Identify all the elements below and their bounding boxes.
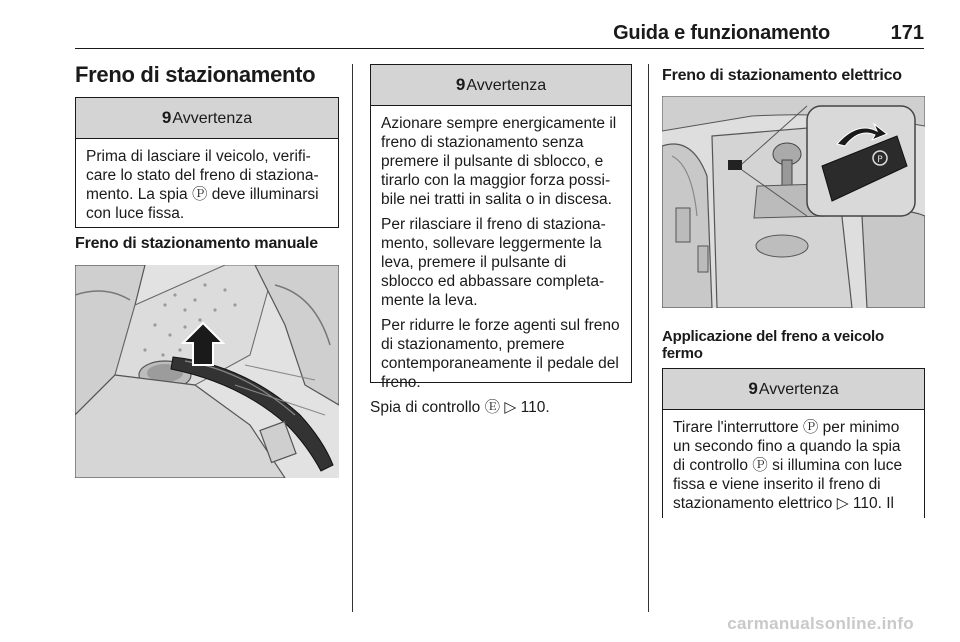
page-number: 171 bbox=[890, 22, 924, 44]
manual-handbrake-illustration bbox=[75, 265, 339, 478]
header-rule bbox=[75, 48, 924, 49]
column-divider-2 bbox=[648, 64, 649, 612]
section-title: Freno di stazionamento bbox=[75, 62, 316, 87]
warning-box-3 bbox=[662, 368, 925, 518]
warning-label: Avvertenza bbox=[466, 77, 547, 94]
subheading-electric-brake: Freno di stazionamento elettrico bbox=[662, 67, 902, 84]
electric-parking-brake-illustration bbox=[662, 96, 925, 308]
warning-paragraph: Tirare l'interruttore Ⓟ per minimo un secondo fino a quando la spia di controllo Ⓟ si illumina con luce fissa e viene inserito il freno di stazionamento elettrico ▷ 110. Il bbox=[673, 419, 903, 512]
warning-text bbox=[76, 139, 338, 223]
warning-box-1 bbox=[75, 97, 339, 228]
warning-header bbox=[663, 369, 924, 410]
warning-icon: 9 bbox=[748, 379, 758, 398]
warning-paragraph: Azionare sempre energicamente il freno di stazionamento senza premere il pulsante di sblocco, e tirarlo con la maggior forza possi-bile nei tratti in salita o in discesa. bbox=[381, 115, 617, 208]
warning-header bbox=[371, 65, 631, 106]
warning-text bbox=[371, 106, 631, 392]
warning-icon: 9 bbox=[161, 108, 172, 127]
illustration-caption: Applicazione del freno a veicolo fermo bbox=[662, 328, 884, 362]
warning-box-2 bbox=[370, 64, 632, 391]
warning-paragraph: Per ridurre le forze agenti sul freno di stazionamento, premere contemporaneamente il pedale del freno. bbox=[381, 317, 620, 391]
warning-text bbox=[663, 410, 924, 513]
watermark: carmanualsonline.info bbox=[727, 614, 914, 633]
warning-paragraph: Per rilasciare il freno di staziona-mento, sollevare leggermente la leva, premere il pulsante di sblocco ed abbassare completa-mente la leva. bbox=[381, 216, 606, 309]
svg-text:P: P bbox=[877, 155, 883, 165]
subheading-manual-brake: Freno di stazionamento manuale bbox=[75, 235, 318, 252]
warning-paragraph: Prima di lasciare il veicolo, verifi-care lo stato del freno di staziona-mento. La spia Ⓟ deve illuminarsi con luce fissa. bbox=[86, 148, 319, 222]
warning-label: Avvertenza bbox=[172, 110, 253, 127]
column-divider-1 bbox=[352, 64, 353, 612]
warning-icon: 9 bbox=[455, 75, 466, 94]
cross-reference: Spia di controllo Ⓔ ▷ 110. bbox=[370, 399, 550, 416]
warning-label: Avvertenza bbox=[758, 381, 839, 398]
warning-header bbox=[76, 98, 338, 139]
running-header-title: Guida e funzionamento bbox=[613, 22, 830, 44]
